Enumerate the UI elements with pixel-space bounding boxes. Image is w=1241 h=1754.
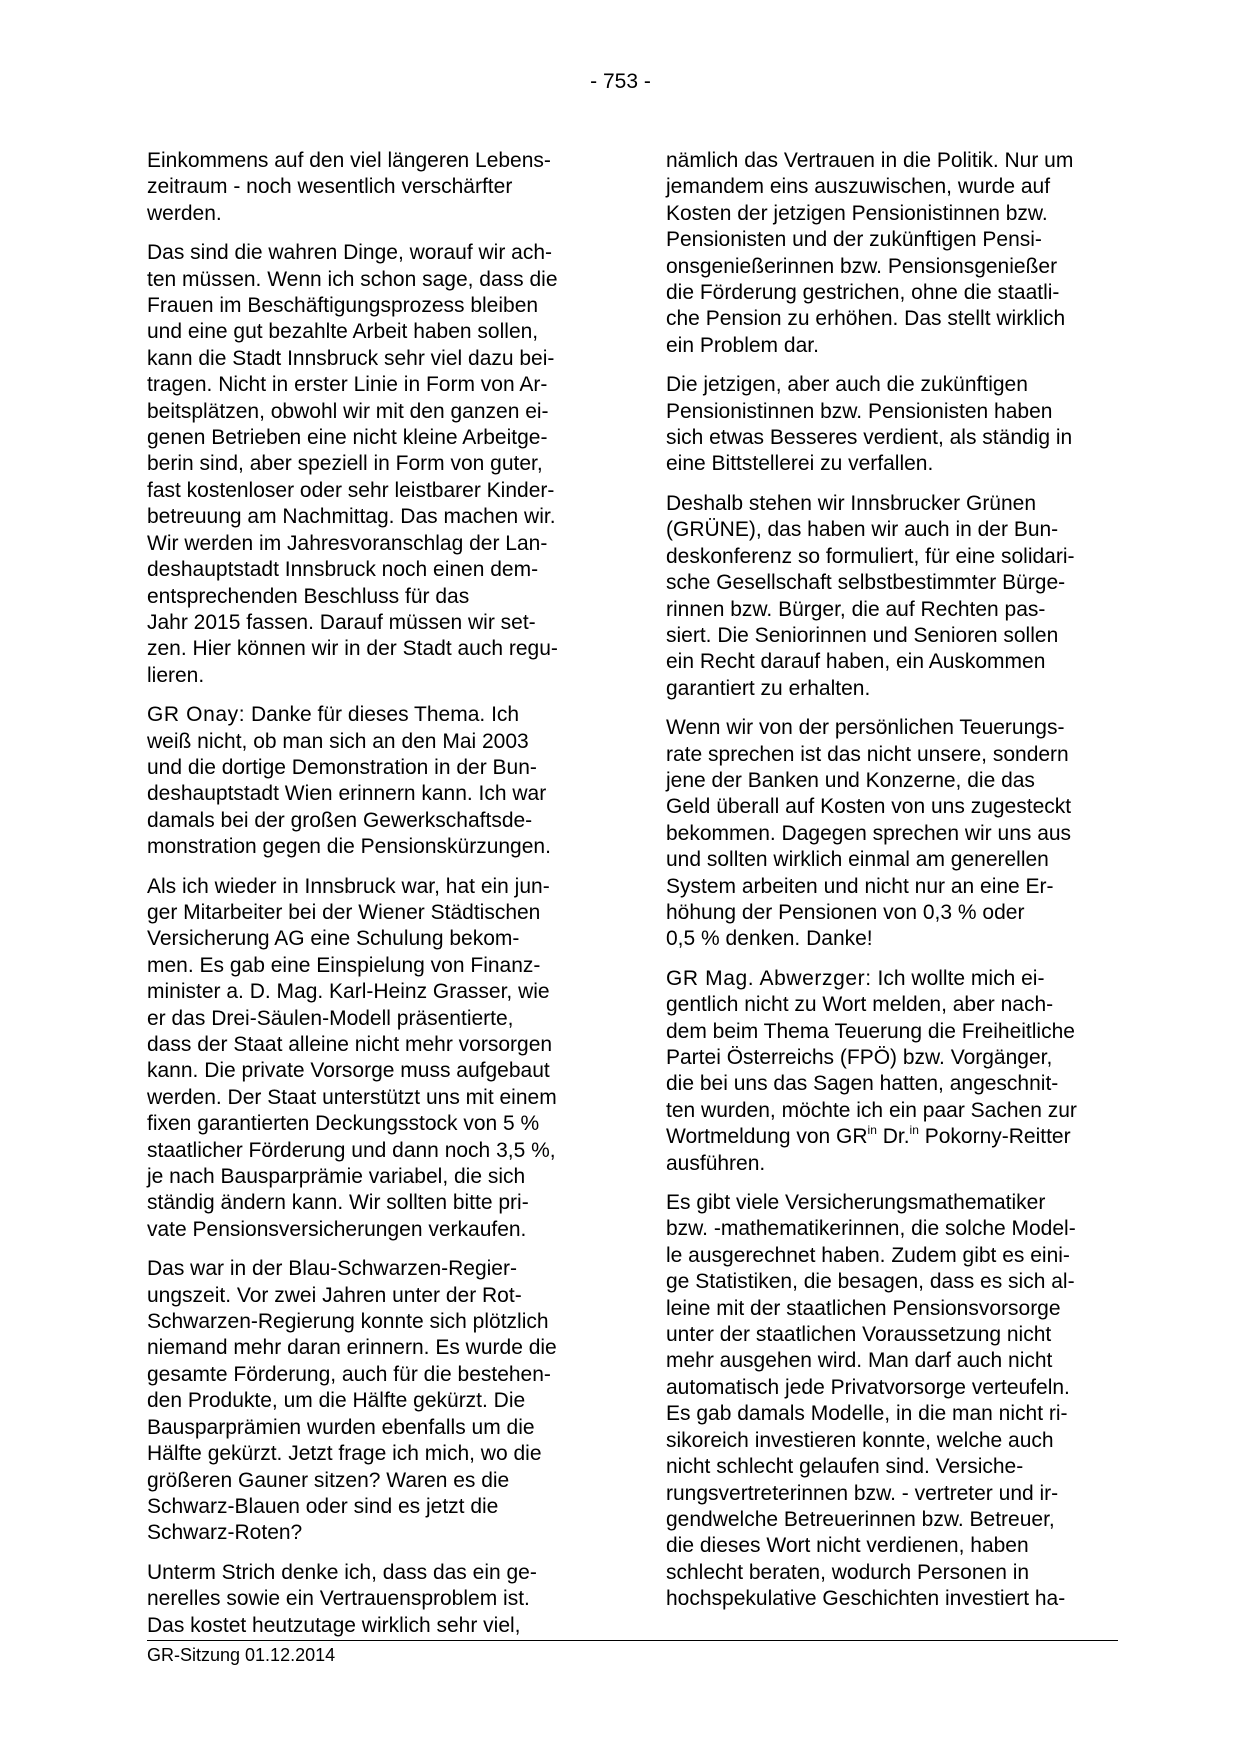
paragraph	[147, 702, 594, 860]
footer-session-date: GR-Sitzung 01.12.2014	[147, 1645, 336, 1665]
text-line: minister a. D. Mag. Karl-Heinz Grasser, wie	[147, 980, 550, 1004]
text-line: deshauptstadt Innsbruck noch einen dem-	[147, 558, 539, 582]
text-line: Pensionistinnen bzw. Pensionisten haben	[666, 399, 1053, 423]
paragraph	[147, 874, 594, 1244]
text-line: werden. Der Staat unterstützt uns mit einem	[147, 1085, 557, 1109]
text-line: gendwelche Betreuerinnen bzw. Betreuer,	[666, 1507, 1055, 1531]
text-line: ausführen.	[666, 1151, 766, 1175]
text-line: genen Betrieben eine nicht kleine Arbeitge-	[147, 426, 548, 450]
text-line	[666, 966, 1118, 992]
text-line: Wenn wir von der persönlichen Teuerungs-	[666, 716, 1065, 740]
text-line: Bausparprämien wurden ebenfalls um die	[147, 1415, 535, 1439]
text-line: unter der staatlichen Voraussetzung nicht	[666, 1323, 1052, 1347]
text-line: ein Recht darauf haben, ein Auskommen	[666, 650, 1046, 674]
text-line: dass der Staat alleine nicht mehr vorsorgen	[147, 1033, 553, 1056]
paragraph	[147, 1560, 594, 1639]
left-column	[147, 148, 594, 1652]
text-line: nerelles sowie ein Vertrauensproblem ist.	[147, 1587, 530, 1611]
text-line: werden.	[147, 201, 222, 225]
paragraph	[666, 372, 1118, 478]
text-line: die bei uns das Sagen hatten, angeschnit-	[666, 1072, 1059, 1096]
text-line: entsprechenden Beschluss für das	[147, 584, 470, 608]
text-fragment: Wortmeldung von GR	[666, 1125, 868, 1149]
text-line: Schwarz-Roten?	[147, 1521, 303, 1545]
text-line: damals bei der großen Gewerkschaftsde-	[147, 808, 533, 832]
text-line: und sollten wirklich einmal am generellen	[666, 848, 1049, 872]
text-line: vate Pensionsversicherungen verkaufen.	[147, 1217, 527, 1241]
text-line: Das sind die wahren Dinge, worauf wir ach-	[147, 241, 553, 265]
speaker-name: GR Onay:	[147, 703, 246, 727]
text-line: jene der Banken und Konzerne, die das	[666, 768, 1035, 792]
text-line: staatlicher Förderung und dann noch 3,5 %,	[147, 1138, 556, 1162]
text-line: Schwarzen-Regierung konnte sich plötzlich	[147, 1310, 549, 1334]
text-line: Versicherung AG eine Schulung bekom-	[147, 927, 520, 951]
text-line: beitsplätzen, obwohl wir mit den ganzen ei-	[147, 399, 549, 423]
text-fragment: Pokorny-Reitter	[918, 1125, 1071, 1149]
text-line: schlecht beraten, wodurch Personen in	[666, 1560, 1030, 1584]
text-line: berin sind, aber speziell in Form von guter,	[147, 452, 543, 476]
text-line: ein Problem dar.	[666, 333, 819, 357]
text-line	[147, 702, 594, 728]
text-line: Hälfte gekürzt. Jetzt frage ich mich, wo die	[147, 1442, 542, 1466]
text-fragment: Dr.	[876, 1125, 910, 1149]
text-line: sche Gesellschaft selbstbestimmter Bürge-	[666, 571, 1066, 595]
text-line: Jahr 2015 fassen. Darauf müssen wir set-	[147, 610, 536, 634]
text-line: (GRÜNE), das haben wir auch in der Bun-	[666, 518, 1059, 542]
text-line: fast kostenloser oder sehr leistbarer Kinder-	[147, 478, 555, 502]
text-line: kann. Die private Vorsorge muss aufgebaut	[147, 1059, 550, 1083]
text-line: Partei Österreichs (FPÖ) bzw. Vorgänger,	[666, 1046, 1053, 1069]
text-line: Deshalb stehen wir Innsbrucker Grünen	[666, 491, 1037, 515]
text-line: Schwarz-Blauen oder sind es jetzt die	[147, 1494, 499, 1518]
text-line: und eine gut bezahlte Arbeit haben sollen,	[147, 320, 539, 344]
text-line: garantiert zu erhalten.	[666, 676, 871, 700]
text-line: fixen garantierten Deckungsstock von 5 %	[147, 1112, 540, 1136]
text-line: je nach Bausparprämie variabel, die sich	[147, 1165, 526, 1189]
text-line: zeitraum - noch wesentlich verschärfter	[147, 175, 513, 199]
text-line: bzw. -mathematikerinnen, die solche Model-	[666, 1217, 1076, 1241]
text-line: Pensionisten und der zukünftigen Pensi-	[666, 228, 1042, 252]
text-line: automatisch jede Privatvorsorge verteufeln.	[666, 1375, 1070, 1399]
text-line: die Förderung gestrichen, ohne die staatli-	[666, 281, 1060, 305]
text-line: eine Bittstellerei zu verfallen.	[666, 452, 934, 476]
text-line: ten müssen. Wenn ich schon sage, dass die	[147, 267, 558, 291]
superscript: in	[867, 1123, 877, 1138]
text-line: betreuung am Nachmittag. Das machen wir.	[147, 505, 556, 529]
text-line: Das war in der Blau-Schwarzen-Regier-	[147, 1257, 517, 1281]
text-line: und die dortige Demonstration in der Bun-	[147, 755, 537, 779]
text-line: Unterm Strich denke ich, dass das ein ge-	[147, 1560, 537, 1584]
text-line: den Produkte, um die Hälfte gekürzt. Die	[147, 1389, 526, 1413]
text-line: Es gab damals Modelle, in die man nicht ri-	[666, 1402, 1068, 1426]
text-line: er das Drei-Säulen-Modell präsentierte,	[147, 1006, 514, 1030]
text-line: deskonferenz so formuliert, für eine solidari-	[666, 544, 1075, 568]
text-fragment: Danke für dieses Thema. Ich	[245, 703, 520, 727]
text-line: rinnen bzw. Bürger, die auf Rechten pas-	[666, 597, 1046, 621]
paragraph	[666, 1190, 1118, 1613]
text-line: jemandem eins auszuwischen, wurde auf	[666, 175, 1051, 199]
text-line: ge Statistiken, die besagen, dass es sich al-	[666, 1270, 1075, 1294]
paragraph	[666, 966, 1118, 1177]
superscript: in	[909, 1123, 919, 1138]
text-line: sich etwas Besseres verdient, als ständig in	[666, 426, 1073, 450]
text-line: bekommen. Dagegen sprechen wir uns aus	[666, 821, 1072, 845]
text-line: gentlich nicht zu Wort melden, aber nach-	[666, 993, 1054, 1017]
paragraph	[147, 240, 594, 689]
text-line: hochspekulative Geschichten investiert ha-	[666, 1587, 1066, 1611]
text-line: onsgenießerinnen bzw. Pensionsgenießer	[666, 254, 1058, 278]
text-line: nämlich das Vertrauen in die Politik. Nur um	[666, 149, 1074, 172]
text-line: sikoreich investieren konnte, welche auch	[666, 1428, 1054, 1452]
text-line: gesamte Förderung, auch für die bestehen-	[147, 1362, 551, 1386]
text-line: Die jetzigen, aber auch die zukünftigen	[666, 373, 1028, 397]
text-line: rate sprechen ist das nicht unsere, sondern	[666, 742, 1069, 766]
text-line: zen. Hier können wir in der Stadt auch regu-	[147, 637, 558, 661]
text-line	[666, 1124, 1118, 1150]
text-fragment: Ich wollte mich ei-	[871, 966, 1045, 990]
text-line: lieren.	[147, 663, 205, 687]
text-line: siert. Die Seniorinnen und Senioren sollen	[666, 623, 1059, 647]
text-line: leine mit der staatlichen Pensionsvorsorge	[666, 1296, 1061, 1320]
text-line: mehr ausgehen wird. Man darf auch nicht	[666, 1349, 1053, 1373]
text-line: Kosten der jetzigen Pensionistinnen bzw.	[666, 201, 1048, 225]
text-line: weiß nicht, ob man sich an den Mai 2003	[147, 729, 529, 753]
paragraph	[666, 148, 1118, 359]
text-line: rungsvertreterinnen bzw. - vertreter und ir-	[666, 1481, 1059, 1505]
text-line: Frauen im Beschäftigungsprozess bleiben	[147, 294, 539, 318]
paragraph	[147, 1256, 594, 1546]
text-line: dem beim Thema Teuerung die Freiheitliche	[666, 1019, 1075, 1043]
text-line: ungszeit. Vor zwei Jahren unter der Rot-	[147, 1283, 522, 1307]
text-line: Als ich wieder in Innsbruck war, hat ein jun-	[147, 874, 550, 898]
text-line: ten wurden, möchte ich ein paar Sachen zur	[666, 1098, 1077, 1122]
text-line: men. Es gab eine Einspielung von Finanz-	[147, 953, 541, 977]
text-line: Es gibt viele Versicherungsmathematiker	[666, 1191, 1046, 1215]
text-line: Das kostet heutzutage wirklich sehr viel,	[147, 1613, 521, 1637]
page-number: - 753 -	[590, 70, 651, 93]
text-line: monstration gegen die Pensionskürzungen.	[147, 835, 551, 859]
text-line: größeren Gauner sitzen? Waren es die	[147, 1468, 510, 1492]
text-line: ger Mitarbeiter bei der Wiener Städtischen	[147, 900, 541, 924]
text-line: tragen. Nicht in erster Linie in Form von Ar-	[147, 373, 548, 397]
text-line: che Pension zu erhöhen. Das stellt wirklich	[666, 307, 1066, 331]
speaker-name: GR Mag. Abwerzger:	[666, 966, 872, 990]
text-line: 0,5 % denken. Danke!	[666, 927, 873, 951]
text-line: deshauptstadt Wien erinnern kann. Ich war	[147, 782, 547, 806]
paragraph	[666, 715, 1118, 953]
text-line: le ausgerechnet haben. Zudem gibt es eini-	[666, 1243, 1070, 1267]
right-column	[666, 148, 1118, 1626]
footer-divider	[147, 1640, 1118, 1641]
text-line: ständig ändern kann. Wir sollten bitte pri-	[147, 1191, 529, 1215]
text-line: Einkommens auf den viel längeren Lebens-	[147, 149, 551, 172]
text-line: nicht schlecht gelaufen sind. Versiche-	[666, 1455, 1024, 1479]
text-line: kann die Stadt Innsbruck sehr viel dazu bei-	[147, 346, 555, 370]
text-line: höhung der Pensionen von 0,3 % oder	[666, 900, 1025, 924]
paragraph	[147, 148, 594, 227]
text-line: niemand mehr daran erinnern. Es wurde die	[147, 1336, 557, 1360]
text-line: Wir werden im Jahresvoranschlag der Lan-	[147, 531, 548, 555]
paragraph	[666, 491, 1118, 702]
text-line: Geld überall auf Kosten von uns zugesteckt	[666, 795, 1072, 819]
text-line: System arbeiten und nicht nur an eine Er-	[666, 874, 1054, 898]
text-line: die dieses Wort nicht verdienen, haben	[666, 1534, 1029, 1558]
